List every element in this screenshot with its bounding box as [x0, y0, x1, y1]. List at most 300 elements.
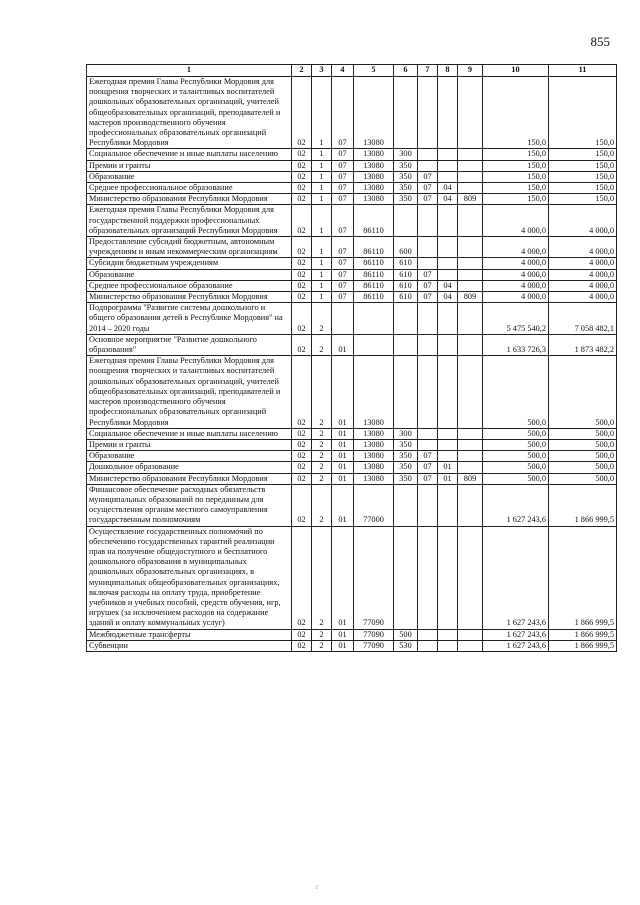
row-c6-cell: 610 — [394, 258, 418, 269]
row-c6-cell: 610 — [394, 269, 418, 280]
row-c10-cell: 150,0 — [483, 194, 549, 205]
row-c7-cell: 07 — [418, 280, 438, 291]
row-c7-cell: 07 — [418, 462, 438, 473]
row-c4-cell: 01 — [332, 473, 354, 484]
row-c5-cell: 86110 — [354, 280, 394, 291]
row-c10-cell: 500,0 — [483, 356, 549, 428]
row-name-cell: Подпрограмма "Развитие системы дошкольного и общего образования детей в Республике Мордовия" на 2014 – 2020 годы — [87, 303, 292, 335]
row-c2-cell: 02 — [292, 526, 312, 629]
row-c10-cell: 150,0 — [483, 149, 549, 160]
row-c6-cell: 350 — [394, 451, 418, 462]
column-header: 2 — [292, 65, 312, 77]
row-c7-cell — [418, 205, 438, 237]
row-c10-cell: 1 627 243,6 — [483, 629, 549, 640]
row-c2-cell: 02 — [292, 292, 312, 303]
row-c11-cell: 1 866 999,5 — [549, 484, 617, 526]
row-c10-cell: 1 627 243,6 — [483, 640, 549, 651]
row-c6-cell: 530 — [394, 640, 418, 651]
row-c6-cell: 600 — [394, 237, 418, 258]
row-c8-cell: 01 — [438, 462, 458, 473]
row-c2-cell: 02 — [292, 334, 312, 355]
row-c8-cell: 04 — [438, 280, 458, 291]
row-c2-cell: 02 — [292, 462, 312, 473]
column-header: 5 — [354, 65, 394, 77]
table-row — [87, 149, 617, 160]
row-c6-cell: 500 — [394, 629, 418, 640]
row-c9-cell — [458, 205, 483, 237]
row-c11-cell: 1 866 999,5 — [549, 526, 617, 629]
row-name-cell: Премии и гранты — [87, 160, 292, 171]
row-c4-cell: 07 — [332, 194, 354, 205]
row-c2-cell: 02 — [292, 160, 312, 171]
column-header: 4 — [332, 65, 354, 77]
row-c7-cell: 07 — [418, 171, 438, 182]
row-c4-cell: 07 — [332, 160, 354, 171]
row-c4-cell: 01 — [332, 526, 354, 629]
row-name-cell: Социальное обеспечение и иные выплаты населению — [87, 149, 292, 160]
row-c9-cell — [458, 640, 483, 651]
table-row — [87, 269, 617, 280]
row-c6-cell: 300 — [394, 149, 418, 160]
row-c5-cell: 77090 — [354, 629, 394, 640]
row-c2-cell: 02 — [292, 640, 312, 651]
header-row — [87, 65, 617, 77]
row-c7-cell: 07 — [418, 292, 438, 303]
row-c11-cell: 500,0 — [549, 439, 617, 450]
column-header: 7 — [418, 65, 438, 77]
row-c8-cell: 01 — [438, 473, 458, 484]
row-c11-cell: 150,0 — [549, 171, 617, 182]
row-c5-cell: 13080 — [354, 194, 394, 205]
row-c8-cell — [438, 269, 458, 280]
row-c4-cell: 07 — [332, 183, 354, 194]
row-c6-cell: 350 — [394, 194, 418, 205]
row-c3-cell: 1 — [312, 160, 332, 171]
row-c4-cell: 01 — [332, 484, 354, 526]
row-c10-cell: 500,0 — [483, 428, 549, 439]
row-c2-cell: 02 — [292, 269, 312, 280]
row-c10-cell: 500,0 — [483, 451, 549, 462]
row-c4-cell: 07 — [332, 280, 354, 291]
row-c9-cell — [458, 303, 483, 335]
column-header: 8 — [438, 65, 458, 77]
row-name-cell: Осуществление государственных полномочий по обеспечению государственных гарантий реализации прав на получение общедоступного и бесплатного дошкольного образования в муниципальных дошкольных образовательных организациях, в муниципальных общеобразовательных организациях, включая расходы на оплату труда, приобретение учебников и учебных пособий, средств обучения, игр, игрушек (за исключением расходов на содержание зданий и оплату коммунальных услуг) — [87, 526, 292, 629]
row-c11-cell: 4 000,0 — [549, 269, 617, 280]
row-c7-cell: 07 — [418, 473, 438, 484]
row-c8-cell — [438, 149, 458, 160]
row-name-cell: Министерство образования Республики Мордовия — [87, 473, 292, 484]
table-row — [87, 280, 617, 291]
row-c7-cell: 07 — [418, 451, 438, 462]
row-name-cell: Образование — [87, 171, 292, 182]
row-c5-cell: 13080 — [354, 171, 394, 182]
row-c4-cell: 07 — [332, 205, 354, 237]
row-c8-cell — [438, 451, 458, 462]
row-c8-cell — [438, 303, 458, 335]
page-number: 855 — [590, 34, 610, 49]
row-c3-cell: 1 — [312, 258, 332, 269]
row-c5-cell: 13080 — [354, 356, 394, 428]
row-c11-cell: 4 000,0 — [549, 237, 617, 258]
row-c5-cell: 13080 — [354, 473, 394, 484]
row-c7-cell — [418, 149, 438, 160]
row-c3-cell: 2 — [312, 428, 332, 439]
row-c3-cell: 1 — [312, 205, 332, 237]
footer-mark: г — [316, 883, 319, 891]
row-c8-cell — [438, 526, 458, 629]
row-c3-cell: 2 — [312, 439, 332, 450]
row-c3-cell: 2 — [312, 334, 332, 355]
row-c9-cell — [458, 269, 483, 280]
row-c11-cell: 500,0 — [549, 473, 617, 484]
row-c3-cell: 2 — [312, 303, 332, 335]
row-name-cell: Ежегодная премия Главы Республики Мордовия для поощрения творческих и талантливых воспитателей дошкольных образовательных организаций, учителей общеобразовательных организаций, преподавателей и мастеров производственного обучения профессиональных образовательных организаций Республики Мордовия — [87, 77, 292, 149]
row-c8-cell — [438, 439, 458, 450]
row-c2-cell: 02 — [292, 439, 312, 450]
row-c10-cell: 500,0 — [483, 439, 549, 450]
row-c3-cell: 2 — [312, 629, 332, 640]
row-name-cell: Министерство образования Республики Мордовия — [87, 194, 292, 205]
row-c8-cell — [438, 205, 458, 237]
column-header: 6 — [394, 65, 418, 77]
row-c10-cell: 1 627 243,6 — [483, 484, 549, 526]
table-row — [87, 77, 617, 149]
row-c7-cell — [418, 303, 438, 335]
row-c10-cell: 5 475 540,2 — [483, 303, 549, 335]
row-c3-cell: 2 — [312, 484, 332, 526]
row-c9-cell — [458, 526, 483, 629]
row-c6-cell: 350 — [394, 160, 418, 171]
row-c7-cell — [418, 428, 438, 439]
row-c7-cell — [418, 356, 438, 428]
row-c10-cell: 500,0 — [483, 462, 549, 473]
row-name-cell: Субвенции — [87, 640, 292, 651]
row-c3-cell: 2 — [312, 640, 332, 651]
row-c4-cell: 07 — [332, 269, 354, 280]
row-c7-cell — [418, 77, 438, 149]
row-c10-cell: 4 000,0 — [483, 280, 549, 291]
row-name-cell: Дошкольное образование — [87, 462, 292, 473]
row-c9-cell — [458, 77, 483, 149]
row-c4-cell: 07 — [332, 258, 354, 269]
row-c6-cell — [394, 334, 418, 355]
row-c4-cell: 01 — [332, 439, 354, 450]
row-c9-cell — [458, 356, 483, 428]
row-c3-cell: 2 — [312, 451, 332, 462]
row-c8-cell — [438, 334, 458, 355]
row-c6-cell — [394, 205, 418, 237]
row-c4-cell: 01 — [332, 629, 354, 640]
row-c8-cell: 04 — [438, 292, 458, 303]
row-c9-cell: 809 — [458, 473, 483, 484]
row-c6-cell — [394, 526, 418, 629]
row-c6-cell: 350 — [394, 439, 418, 450]
budget-table — [86, 64, 617, 652]
row-c6-cell: 610 — [394, 292, 418, 303]
table-row — [87, 194, 617, 205]
row-c3-cell: 1 — [312, 280, 332, 291]
row-c11-cell: 500,0 — [549, 356, 617, 428]
table-row — [87, 237, 617, 258]
table-row — [87, 526, 617, 629]
row-c8-cell — [438, 237, 458, 258]
row-c3-cell: 1 — [312, 292, 332, 303]
row-c2-cell: 02 — [292, 451, 312, 462]
row-c8-cell: 04 — [438, 183, 458, 194]
row-c8-cell: 04 — [438, 194, 458, 205]
column-header: 9 — [458, 65, 483, 77]
row-c4-cell — [332, 303, 354, 335]
row-name-cell: Образование — [87, 451, 292, 462]
table-row — [87, 292, 617, 303]
row-c4-cell: 07 — [332, 171, 354, 182]
row-c2-cell: 02 — [292, 205, 312, 237]
row-name-cell: Межбюджетные трансферты — [87, 629, 292, 640]
row-c10-cell: 1 627 243,6 — [483, 526, 549, 629]
row-c10-cell: 4 000,0 — [483, 269, 549, 280]
row-c11-cell: 4 000,0 — [549, 205, 617, 237]
row-c5-cell: 13080 — [354, 428, 394, 439]
row-c3-cell: 1 — [312, 194, 332, 205]
row-c8-cell — [438, 356, 458, 428]
row-c8-cell — [438, 171, 458, 182]
row-c6-cell: 610 — [394, 280, 418, 291]
row-c11-cell: 7 058 482,1 — [549, 303, 617, 335]
row-c4-cell: 01 — [332, 451, 354, 462]
row-c2-cell: 02 — [292, 149, 312, 160]
column-header: 1 — [87, 65, 292, 77]
row-c5-cell: 13080 — [354, 462, 394, 473]
table-row — [87, 303, 617, 335]
row-c5-cell: 77090 — [354, 640, 394, 651]
row-c8-cell — [438, 640, 458, 651]
row-c9-cell — [458, 258, 483, 269]
row-c6-cell: 350 — [394, 462, 418, 473]
table-row — [87, 160, 617, 171]
row-c11-cell: 500,0 — [549, 428, 617, 439]
row-c8-cell — [438, 258, 458, 269]
column-header: 10 — [483, 65, 549, 77]
row-c3-cell: 2 — [312, 473, 332, 484]
row-c11-cell: 1 866 999,5 — [549, 629, 617, 640]
row-name-cell: Ежегодная премия Главы Республики Мордовия для поощрения творческих и талантливых воспитателей дошкольных образовательных организаций, учителей общеобразовательных организаций, преподавателей и мастеров производственного обучения профессиональных образовательных организаций Республики Мордовия — [87, 356, 292, 428]
row-c4-cell: 07 — [332, 77, 354, 149]
row-c3-cell: 1 — [312, 77, 332, 149]
row-c11-cell: 500,0 — [549, 451, 617, 462]
row-c8-cell — [438, 629, 458, 640]
table-row — [87, 462, 617, 473]
table-row — [87, 428, 617, 439]
row-c11-cell: 4 000,0 — [549, 280, 617, 291]
row-c4-cell: 07 — [332, 149, 354, 160]
row-c3-cell: 1 — [312, 269, 332, 280]
table-row — [87, 439, 617, 450]
row-c9-cell — [458, 237, 483, 258]
table-row — [87, 473, 617, 484]
table-row — [87, 334, 617, 355]
row-c6-cell: 350 — [394, 183, 418, 194]
row-c11-cell: 150,0 — [549, 183, 617, 194]
row-c9-cell — [458, 439, 483, 450]
row-c5-cell: 13080 — [354, 77, 394, 149]
row-c5-cell: 13080 — [354, 451, 394, 462]
row-c9-cell: 809 — [458, 292, 483, 303]
row-c7-cell: 07 — [418, 183, 438, 194]
table-row — [87, 183, 617, 194]
row-c10-cell: 150,0 — [483, 171, 549, 182]
table-row — [87, 629, 617, 640]
row-c9-cell — [458, 629, 483, 640]
row-c5-cell: 13080 — [354, 183, 394, 194]
row-name-cell: Образование — [87, 269, 292, 280]
row-c10-cell: 4 000,0 — [483, 292, 549, 303]
row-c6-cell: 300 — [394, 428, 418, 439]
row-c2-cell: 02 — [292, 303, 312, 335]
row-c4-cell: 07 — [332, 292, 354, 303]
row-c7-cell — [418, 640, 438, 651]
row-name-cell: Среднее профессиональное образование — [87, 183, 292, 194]
row-c6-cell — [394, 356, 418, 428]
row-c11-cell: 150,0 — [549, 149, 617, 160]
row-c7-cell — [418, 237, 438, 258]
row-c5-cell — [354, 334, 394, 355]
row-name-cell: Премии и гранты — [87, 439, 292, 450]
row-c5-cell: 86110 — [354, 205, 394, 237]
row-c7-cell — [418, 258, 438, 269]
row-c5-cell: 13080 — [354, 439, 394, 450]
row-c11-cell: 4 000,0 — [549, 258, 617, 269]
row-c9-cell — [458, 462, 483, 473]
row-c4-cell: 07 — [332, 237, 354, 258]
table-row — [87, 484, 617, 526]
row-c11-cell: 150,0 — [549, 160, 617, 171]
row-c2-cell: 02 — [292, 77, 312, 149]
row-c4-cell: 01 — [332, 428, 354, 439]
row-c9-cell — [458, 428, 483, 439]
table-row — [87, 356, 617, 428]
row-c5-cell: 86110 — [354, 237, 394, 258]
row-name-cell: Среднее профессиональное образование — [87, 280, 292, 291]
table-row — [87, 171, 617, 182]
table-row — [87, 640, 617, 651]
row-c6-cell: 350 — [394, 473, 418, 484]
row-c8-cell — [438, 77, 458, 149]
row-c4-cell: 01 — [332, 462, 354, 473]
row-c5-cell: 13080 — [354, 149, 394, 160]
row-c9-cell — [458, 183, 483, 194]
row-name-cell: Ежегодная премия Главы Республики Мордовия для государственной поддержки профессиональных образовательных организаций Республики Мордовия — [87, 205, 292, 237]
table-row — [87, 258, 617, 269]
row-c2-cell: 02 — [292, 356, 312, 428]
table-row — [87, 205, 617, 237]
row-c2-cell: 02 — [292, 183, 312, 194]
row-c2-cell: 02 — [292, 171, 312, 182]
row-c11-cell: 4 000,0 — [549, 292, 617, 303]
row-c7-cell — [418, 629, 438, 640]
table-body — [87, 77, 617, 652]
row-c11-cell: 150,0 — [549, 194, 617, 205]
row-c3-cell: 2 — [312, 526, 332, 629]
row-c2-cell: 02 — [292, 237, 312, 258]
row-c7-cell — [418, 484, 438, 526]
row-c6-cell: 350 — [394, 171, 418, 182]
row-c9-cell: 809 — [458, 194, 483, 205]
row-name-cell: Министерство образования Республики Мордовия — [87, 292, 292, 303]
row-c11-cell: 500,0 — [549, 462, 617, 473]
row-c2-cell: 02 — [292, 484, 312, 526]
row-c8-cell — [438, 160, 458, 171]
row-c11-cell: 1 866 999,5 — [549, 640, 617, 651]
row-name-cell: Финансовое обеспечение расходных обязательств муниципальных образований по переданным для осуществления органам местного самоуправления государственным полномочиям — [87, 484, 292, 526]
row-c8-cell — [438, 484, 458, 526]
column-header: 11 — [549, 65, 617, 77]
row-c6-cell — [394, 77, 418, 149]
row-c9-cell — [458, 484, 483, 526]
row-c3-cell: 1 — [312, 171, 332, 182]
row-c2-cell: 02 — [292, 194, 312, 205]
row-c7-cell — [418, 334, 438, 355]
row-c5-cell: 86110 — [354, 292, 394, 303]
row-c11-cell: 150,0 — [549, 77, 617, 149]
row-c10-cell: 1 633 726,3 — [483, 334, 549, 355]
row-c10-cell: 4 000,0 — [483, 258, 549, 269]
row-c5-cell: 77000 — [354, 484, 394, 526]
row-c7-cell — [418, 439, 438, 450]
row-name-cell: Предоставление субсидий бюджетным, автономным учреждениям и иным некоммерческим организациям — [87, 237, 292, 258]
row-c3-cell: 2 — [312, 462, 332, 473]
row-c3-cell: 2 — [312, 356, 332, 428]
row-c4-cell: 01 — [332, 640, 354, 651]
row-c9-cell — [458, 280, 483, 291]
row-c10-cell: 150,0 — [483, 160, 549, 171]
row-c2-cell: 02 — [292, 629, 312, 640]
row-c5-cell: 13080 — [354, 160, 394, 171]
row-c3-cell: 1 — [312, 183, 332, 194]
row-name-cell: Субсидии бюджетным учреждениям — [87, 258, 292, 269]
row-c5-cell: 77090 — [354, 526, 394, 629]
row-c10-cell: 150,0 — [483, 77, 549, 149]
row-c7-cell: 07 — [418, 194, 438, 205]
row-c4-cell: 01 — [332, 356, 354, 428]
row-name-cell: Социальное обеспечение и иные выплаты населению — [87, 428, 292, 439]
row-c2-cell: 02 — [292, 258, 312, 269]
row-c9-cell — [458, 451, 483, 462]
table-row — [87, 451, 617, 462]
row-c6-cell — [394, 303, 418, 335]
row-c4-cell: 01 — [332, 334, 354, 355]
row-c2-cell: 02 — [292, 428, 312, 439]
row-c8-cell — [438, 428, 458, 439]
column-header: 3 — [312, 65, 332, 77]
row-c9-cell — [458, 334, 483, 355]
row-c2-cell: 02 — [292, 280, 312, 291]
row-c10-cell: 150,0 — [483, 183, 549, 194]
row-c3-cell: 1 — [312, 237, 332, 258]
row-c10-cell: 4 000,0 — [483, 205, 549, 237]
row-c7-cell — [418, 160, 438, 171]
row-c5-cell — [354, 303, 394, 335]
row-c7-cell — [418, 526, 438, 629]
row-c7-cell: 07 — [418, 269, 438, 280]
row-c9-cell — [458, 171, 483, 182]
row-c10-cell: 500,0 — [483, 473, 549, 484]
row-c5-cell: 86110 — [354, 269, 394, 280]
row-c9-cell — [458, 149, 483, 160]
row-c3-cell: 1 — [312, 149, 332, 160]
row-name-cell: Основное мероприятие "Развитие дошкольного образования" — [87, 334, 292, 355]
row-c9-cell — [458, 160, 483, 171]
row-c11-cell: 1 873 482,2 — [549, 334, 617, 355]
